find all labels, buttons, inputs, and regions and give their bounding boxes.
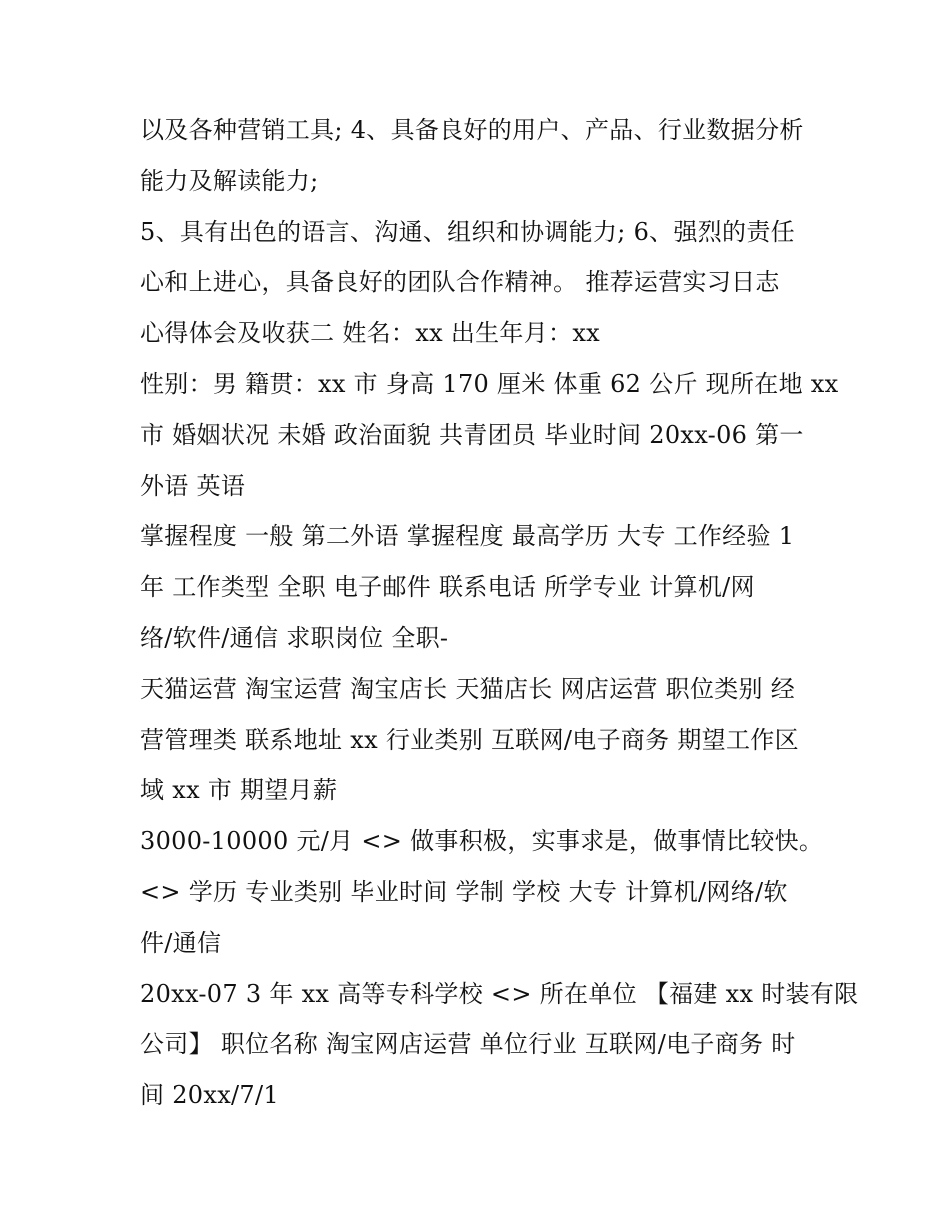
text-line: 3000-10000 元/月 <> 做事积极，实事求是，做事情比较快。 (140, 827, 824, 856)
text-line: 以及各种营销工具; 4、具备良好的用户、产品、行业数据分析 (140, 116, 804, 144)
body-text (140, 105, 859, 1121)
text-line: 能力及解读能力; (140, 166, 319, 195)
text-line: 件/通信 (140, 928, 222, 957)
text-line: 营管理类 联系地址 xx 行业类别 互联网/电子商务 期望工作区 (140, 725, 799, 754)
text-line: 20xx-07 3 年 xx 高等专科学校 <> 所在单位 【福建 xx 时装有限 (140, 979, 859, 1008)
text-line: <> 学历 专业类别 毕业时间 学制 学校 大专 计算机/网络/软 (140, 877, 788, 906)
text-line: 5、具有出色的语言、沟通、组织和协调能力; 6、强烈的责任 (140, 217, 795, 246)
text-line: 性别：男 籍贯：xx 市 身高 170 厘米 体重 62 公斤 现所在地 xx (140, 369, 839, 398)
text-line: 络/软件/通信 求职岗位 全职- (140, 623, 449, 652)
text-line: 年 工作类型 全职 电子邮件 联系电话 所学专业 计算机/网 (140, 573, 755, 602)
text-line: 间 20xx/7/1 (140, 1081, 279, 1110)
text-line: 域 xx 市 期望月薪 (140, 776, 338, 805)
text-line: 心得体会及收获二 姓名：xx 出生年月：xx (140, 319, 600, 348)
text-line: 心和上进心，具备良好的团队合作精神。 推荐运营实习日志 (140, 268, 780, 297)
text-line: 市 婚姻状况 未婚 政治面貌 共青团员 毕业时间 20xx-06 第一 (140, 420, 804, 449)
text-line: 外语 英语 (140, 471, 246, 500)
text-line: 掌握程度 一般 第二外语 掌握程度 最高学历 大专 工作经验 1 (140, 522, 795, 551)
text-line: 公司】 职位名称 淘宝网店运营 单位行业 互联网/电子商务 时 (140, 1030, 796, 1059)
text-line: 天猫运营 淘宝运营 淘宝店长 天猫店长 网店运营 职位类别 经 (140, 674, 796, 703)
